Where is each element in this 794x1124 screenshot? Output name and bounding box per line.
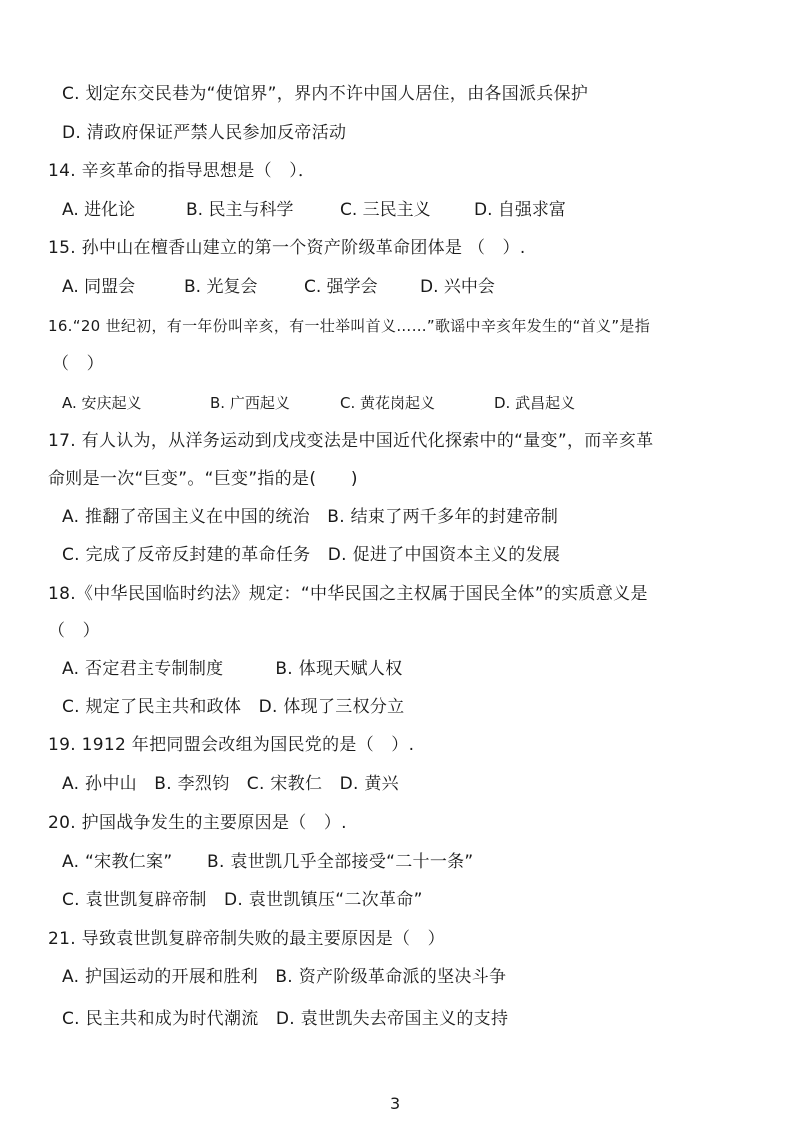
q14-option-a: A. 进化论 bbox=[62, 200, 136, 220]
q16-stem: 16.“20 世纪初，有一年份叫辛亥，有一壮举叫首义……”歌谣中辛亥年发生的“首义”是指 bbox=[48, 317, 650, 335]
q16-paren: （ ） bbox=[52, 354, 104, 374]
q15-option-d: D. 兴中会 bbox=[420, 277, 495, 297]
q18-options-cd: C. 规定了民主共和政体 D. 体现了三权分立 bbox=[62, 697, 405, 717]
q15-option-b: B. 光复会 bbox=[184, 277, 258, 297]
q14-stem: 14. 辛亥革命的指导思想是（ ）． bbox=[48, 161, 316, 181]
q19-stem: 19. 1912 年把同盟会改组为国民党的是（ ）. bbox=[48, 735, 415, 755]
q14-option-d: D. 自强求富 bbox=[474, 200, 566, 220]
q20-options-ab: A. “宋教仁案” B. 袁世凯几乎全部接受“二十一条” bbox=[62, 852, 474, 872]
page-number: 3 bbox=[390, 1094, 401, 1113]
q17-options-ab: A. 推翻了帝国主义在中国的统治 B. 结束了两千多年的封建帝制 bbox=[62, 507, 559, 527]
q15-option-a: A. 同盟会 bbox=[62, 277, 136, 297]
q21-options-cd: C. 民主共和成为时代潮流 D. 袁世凯失去帝国主义的支持 bbox=[62, 1009, 509, 1029]
q14-option-b: B. 民主与科学 bbox=[186, 200, 294, 220]
q18-stem: 18.《中华民国临时约法》规定：“中华民国之主权属于国民全体”的实质意义是 bbox=[48, 584, 648, 604]
q20-stem: 20. 护国战争发生的主要原因是（ ）. bbox=[48, 813, 347, 833]
q14-option-c: C. 三民主义 bbox=[340, 200, 431, 220]
q15-options bbox=[62, 276, 762, 298]
q21-stem: 21. 导致袁世凯复辟帝制失败的最主要原因是（ ） bbox=[48, 929, 445, 949]
q13-option-c: C. 划定东交民巷为“使馆界”，界内不许中国人居住，由各国派兵保护 bbox=[62, 84, 589, 104]
q20-options-cd: C. 袁世凯复辟帝制 D. 袁世凯镇压“二次革命” bbox=[62, 890, 423, 910]
q16-option-d: D. 武昌起义 bbox=[494, 394, 576, 412]
q17-options-cd: C. 完成了反帝反封建的革命任务 D. 促进了中国资本主义的发展 bbox=[62, 545, 561, 565]
q16-option-c: C. 黄花岗起义 bbox=[340, 394, 436, 412]
q15-stem: 15. 孙中山在檀香山建立的第一个资产阶级革命团体是 （ ）. bbox=[48, 238, 526, 258]
q16-option-b: B. 广西起义 bbox=[210, 394, 290, 412]
q17-stem-2: 命则是一次“巨变”。“巨变”指的是( ) bbox=[48, 469, 358, 489]
q17-stem: 17. 有人认为，从洋务运动到戊戌变法是中国近代化探索中的“量变”，而辛亥革 bbox=[48, 431, 654, 451]
q14-options bbox=[62, 199, 762, 221]
q19-options: A. 孙中山 B. 李烈钧 C. 宋教仁 D. 黄兴 bbox=[62, 774, 399, 794]
q16-options bbox=[62, 392, 762, 414]
q18-options-ab: A. 否定君主专制制度 B. 体现天赋人权 bbox=[62, 659, 403, 679]
q18-paren: （ ） bbox=[48, 621, 100, 641]
q13-option-d: D. 清政府保证严禁人民参加反帝活动 bbox=[62, 123, 347, 143]
q16-option-a: A. 安庆起义 bbox=[62, 394, 142, 412]
q21-options-ab: A. 护国运动的开展和胜利 B. 资产阶级革命派的坚决斗争 bbox=[62, 967, 507, 987]
q15-option-c: C. 强学会 bbox=[304, 277, 378, 297]
